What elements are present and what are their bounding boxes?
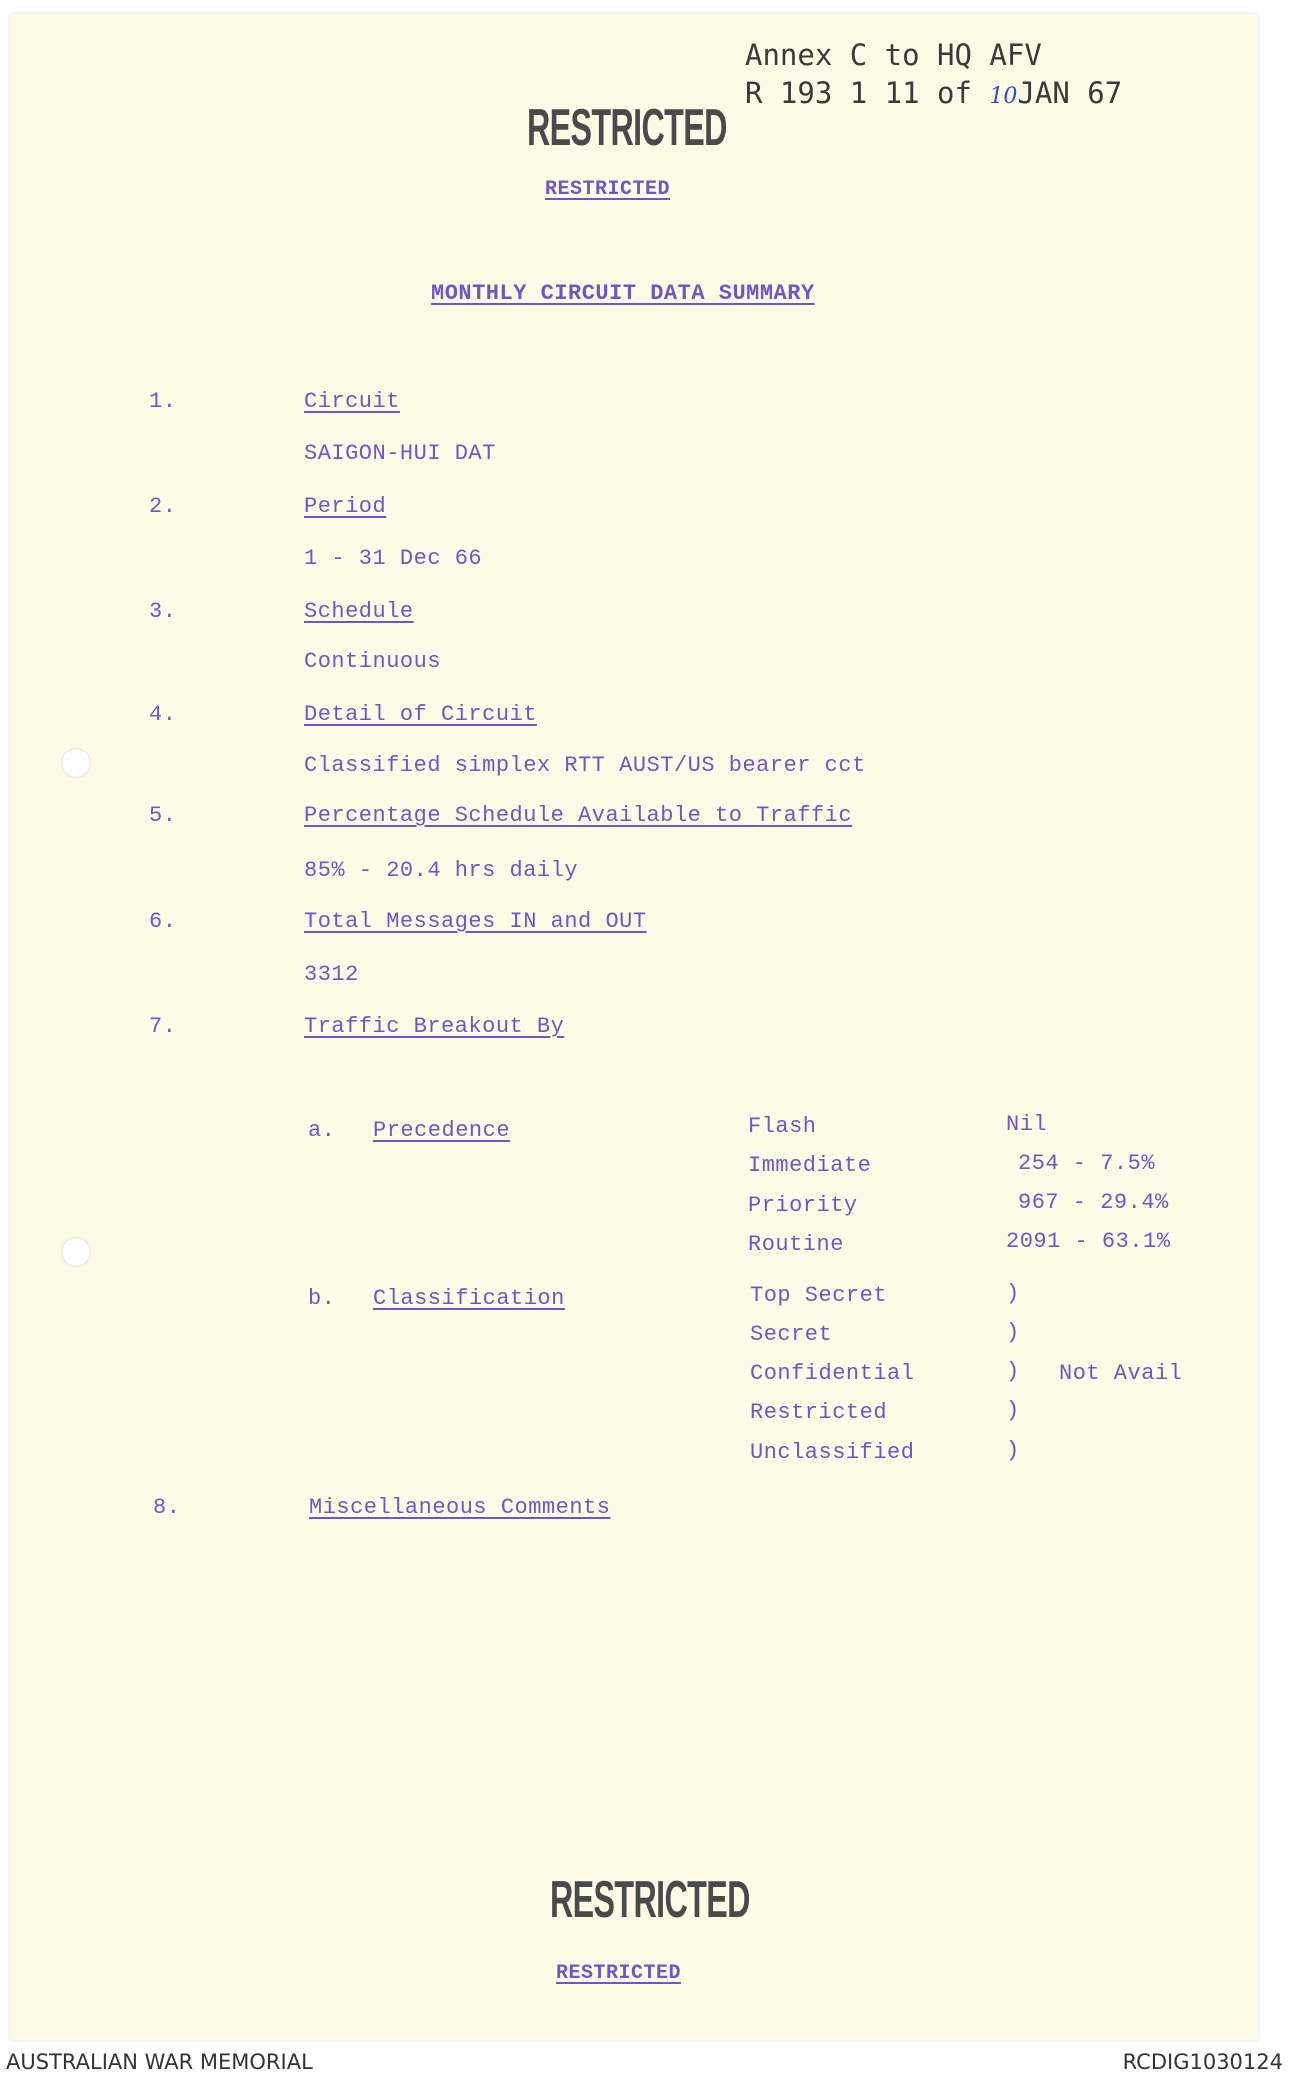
item-number: 1. — [149, 389, 177, 414]
classification-value: Not Avail — [1059, 1361, 1183, 1386]
classification-label: Confidential — [750, 1361, 915, 1386]
bracket: ) — [1006, 1438, 1020, 1463]
restricted-typed-top: RESTRICTED — [545, 178, 671, 201]
item-value: SAIGON-HUI DAT — [304, 441, 496, 466]
item-number: 2. — [149, 494, 177, 519]
classification-heading: Classification — [373, 1286, 565, 1311]
punch-hole — [61, 1237, 91, 1267]
item-heading: Schedule — [304, 599, 414, 624]
footer-id: RCDIG1030124 — [1122, 2050, 1283, 2074]
bracket: ) — [1006, 1281, 1020, 1306]
precedence-letter: a. — [308, 1118, 336, 1143]
precedence-value: 254 - 7.5% — [1018, 1151, 1156, 1176]
precedence-label: Immediate — [748, 1153, 872, 1178]
precedence-label: Priority — [748, 1193, 858, 1218]
item-number: 6. — [149, 909, 177, 934]
bracket: ) — [1006, 1398, 1020, 1423]
footer-source: AUSTRALIAN WAR MEMORIAL — [6, 2050, 313, 2074]
item-heading: Period — [304, 494, 387, 519]
restricted-typed-bottom: RESTRICTED — [556, 1962, 682, 1985]
precedence-value: Nil — [1006, 1112, 1048, 1137]
item-value: 1 - 31 Dec 66 — [304, 546, 483, 571]
classification-label: Secret — [750, 1322, 833, 1347]
item-number: 8. — [153, 1495, 181, 1520]
classification-label: Top Secret — [750, 1283, 888, 1308]
page-title: MONTHLY CIRCUIT DATA SUMMARY — [431, 281, 815, 306]
item-value: Classified simplex RTT AUST/US bearer cct — [304, 753, 866, 778]
handwritten-day: 10 — [989, 84, 1018, 109]
bracket: ) — [1006, 1359, 1020, 1384]
item-heading: Percentage Schedule Available to Traffic — [304, 803, 853, 828]
item-heading: Total Messages IN and OUT — [304, 909, 647, 934]
annex-line: Annex C to HQ AFV — [745, 38, 1042, 72]
item-number: 7. — [149, 1014, 177, 1039]
bracket: ) — [1006, 1320, 1020, 1345]
item-value: 85% - 20.4 hrs daily — [304, 858, 579, 883]
precedence-value: 967 - 29.4% — [1018, 1190, 1169, 1215]
item-number: 5. — [149, 803, 177, 828]
restricted-stamp-top: RESTRICTED — [527, 99, 727, 157]
reference-line — [745, 76, 1122, 110]
item-number: 4. — [149, 702, 177, 727]
ref-prefix: R 193 1 11 of — [745, 76, 990, 110]
document-page — [10, 14, 1258, 2040]
precedence-label: Flash — [748, 1114, 817, 1139]
classification-letter: b. — [308, 1286, 336, 1311]
item-number: 3. — [149, 599, 177, 624]
punch-hole — [61, 748, 91, 778]
item-heading: Miscellaneous Comments — [309, 1495, 611, 1520]
item-value: Continuous — [304, 649, 442, 674]
item-heading: Detail of Circuit — [304, 702, 537, 727]
item-value: 3312 — [304, 962, 359, 987]
precedence-heading: Precedence — [373, 1118, 511, 1143]
item-heading: Traffic Breakout By — [304, 1014, 565, 1039]
item-heading: Circuit — [304, 389, 400, 414]
ref-suffix: JAN 67 — [1017, 76, 1123, 110]
precedence-label: Routine — [748, 1232, 844, 1257]
classification-label: Restricted — [750, 1400, 888, 1425]
restricted-stamp-bottom: RESTRICTED — [550, 1871, 750, 1929]
precedence-value: 2091 - 63.1% — [1006, 1229, 1171, 1254]
classification-label: Unclassified — [750, 1440, 915, 1465]
